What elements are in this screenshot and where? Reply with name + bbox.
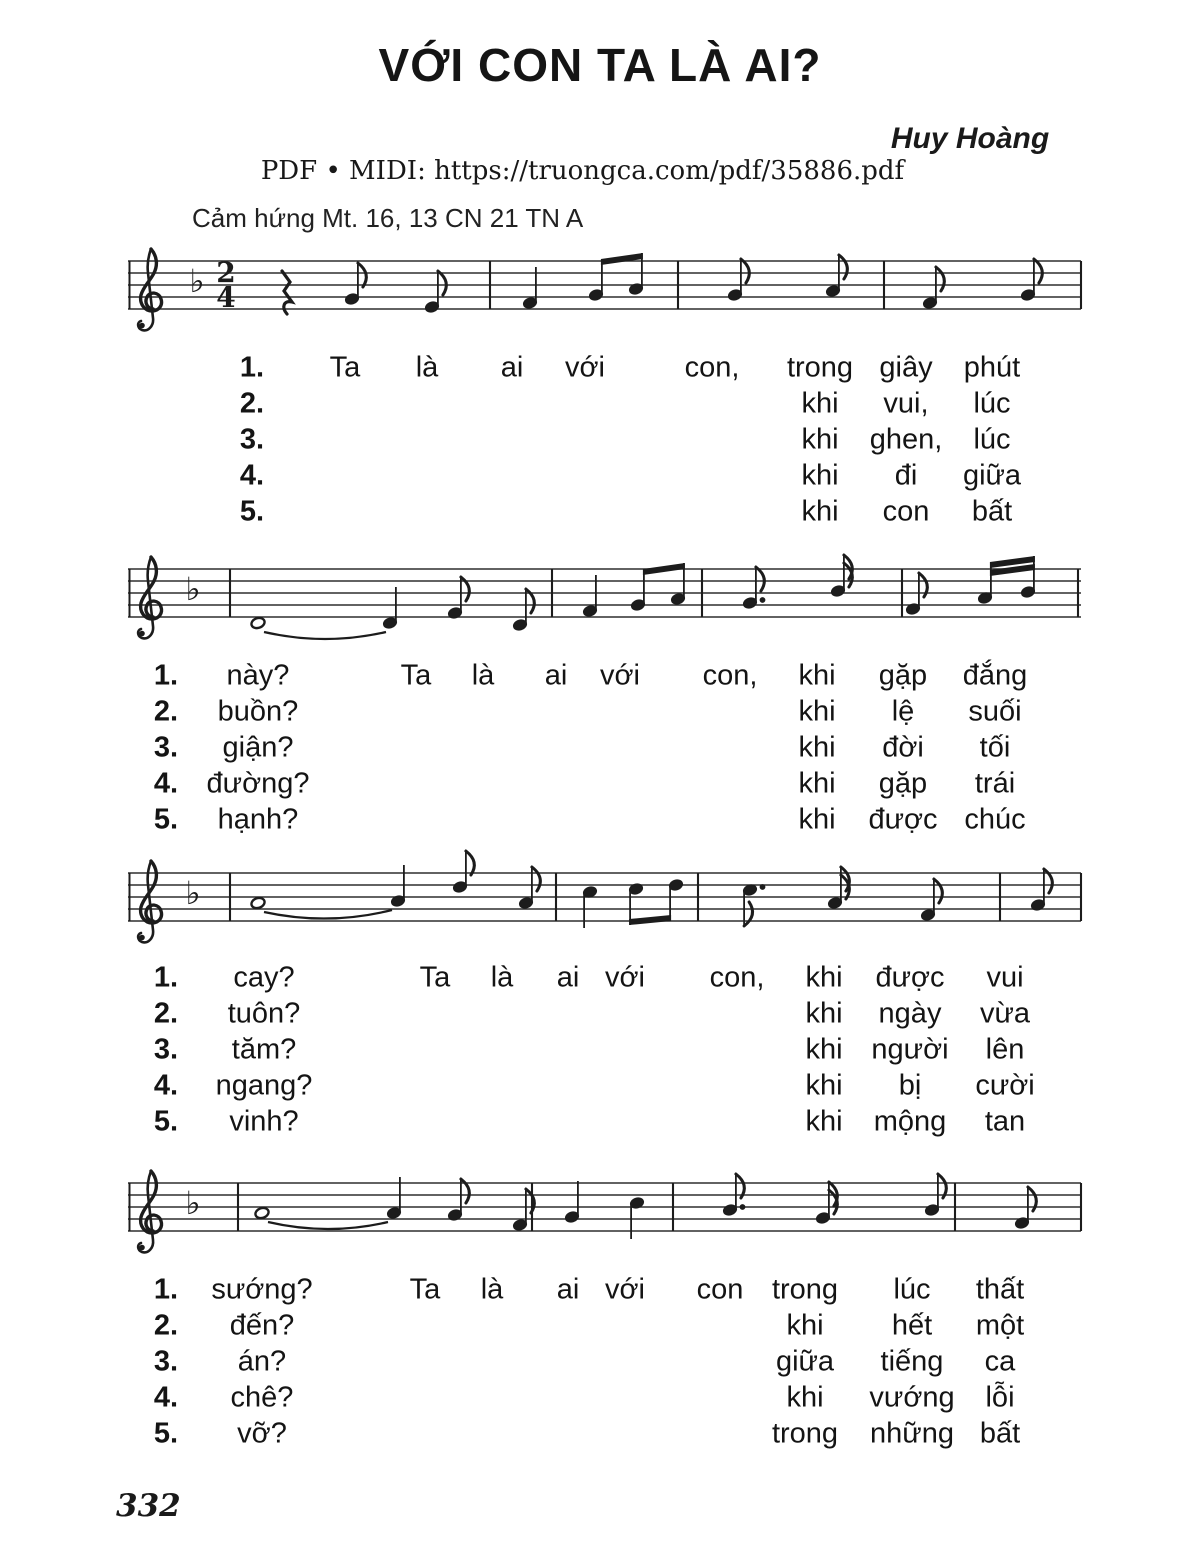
lyric-word: lúc [893, 1273, 931, 1306]
lyric-word: cay? [233, 961, 295, 994]
quarter-rest-icon [282, 271, 292, 314]
lyric-word: người [871, 1033, 949, 1066]
lyric-word: là [471, 659, 495, 692]
page-number: 332 [116, 1488, 181, 1524]
lyric-word: khi [798, 659, 836, 692]
lyric-word: khi [786, 1381, 824, 1414]
lyric-word: khi [798, 695, 836, 728]
lyric-word: khi [798, 767, 836, 800]
lyric-word: đến? [229, 1309, 295, 1342]
lyric-word: khi [801, 459, 839, 492]
lyric-word: suối [968, 695, 1022, 728]
lyric-word: khi [798, 803, 836, 836]
lyric-word: Ta [419, 961, 451, 994]
time-signature: 2 [216, 256, 236, 289]
inspiration-note: Cảm hứng Mt. 16, 13 CN 21 TN A [192, 203, 584, 233]
author-name: Huy Hoàng [890, 122, 1050, 155]
lyric-word: trong [786, 351, 854, 384]
lyric-word: khi [801, 423, 839, 456]
verse-number: 5. [153, 803, 179, 836]
lyric-word: một [975, 1309, 1025, 1342]
lyric-word: Ta [400, 659, 432, 692]
page-title: VỚI CON TA LÀ AI? [378, 39, 822, 91]
lyric-word: vinh? [229, 1105, 299, 1138]
lyric-word: là [490, 961, 514, 994]
verse-number: 3. [153, 1345, 179, 1378]
lyric-word: này? [226, 659, 290, 692]
lyric-word: trong [771, 1273, 839, 1306]
verse-number: 1. [153, 1273, 179, 1306]
staff-system-1 [115, 219, 1085, 361]
lyric-word: vui [986, 961, 1024, 994]
lyric-word: ai [544, 659, 568, 692]
lyric-word: ngang? [215, 1069, 313, 1102]
lyric-word: lên [985, 1033, 1025, 1066]
lyric-word: hạnh? [217, 803, 299, 836]
svg-text:4: 4 [216, 281, 236, 314]
verse-number: 5. [153, 1105, 179, 1138]
lyric-word: với [600, 659, 640, 692]
verse-number: 4. [153, 767, 179, 800]
lyric-word: đi [894, 459, 918, 492]
lyric-word: khi [786, 1309, 824, 1342]
verse-number: 3. [153, 1033, 179, 1066]
lyric-word: chê? [230, 1381, 294, 1414]
lyric-word: buồn? [217, 695, 299, 728]
lyric-word: khi [805, 1069, 843, 1102]
verse-number: 5. [153, 1417, 179, 1450]
lyric-word: với [605, 1273, 645, 1306]
lyric-word: khi [805, 1033, 843, 1066]
lyric-word: ai [500, 351, 524, 384]
verse-number: 5. [239, 495, 265, 528]
lyric-word: phút [963, 351, 1021, 384]
lyric-word: con, [684, 351, 740, 384]
lyric-word: khi [805, 1105, 843, 1138]
lyric-word: ai [556, 961, 580, 994]
lyric-word: giận? [222, 731, 294, 764]
lyric-word: đắng [962, 659, 1028, 692]
lyric-word: hết [891, 1309, 933, 1342]
lyric-word: tuôn? [227, 997, 301, 1030]
lyric-word: khi [805, 961, 843, 994]
pdf-midi-link[interactable]: PDF • MIDI: https://truongca.com/pdf/35886.pdf [260, 156, 905, 186]
lyric-word: chúc [964, 803, 1026, 836]
lyric-word: vừa [979, 997, 1031, 1030]
verse-number: 4. [239, 459, 265, 492]
lyric-word: được [875, 961, 945, 994]
flat-sign-icon: ♭ [185, 571, 201, 607]
verse-number: 4. [153, 1381, 179, 1414]
verse-number: 4. [153, 1069, 179, 1102]
lyric-word: vui, [883, 387, 929, 420]
lyric-word: đời [882, 731, 924, 764]
verse-number: 1. [239, 351, 265, 384]
lyric-word: tan [984, 1105, 1026, 1138]
lyric-word: những [870, 1417, 954, 1450]
lyric-word: ai [556, 1273, 580, 1306]
lyric-word: ca [984, 1345, 1016, 1378]
verse-number: 3. [153, 731, 179, 764]
lyric-word: sướng? [211, 1273, 313, 1306]
lyric-word: giây [879, 351, 933, 384]
lyric-word: trái [974, 767, 1016, 800]
lyric-word: án? [237, 1345, 287, 1378]
lyric-word: mộng [873, 1105, 947, 1138]
lyric-word: khi [798, 731, 836, 764]
lyric-word: giữa [775, 1345, 835, 1378]
verse-number: 2. [239, 387, 265, 420]
flat-sign-icon: ♭ [185, 875, 201, 911]
lyric-word: vỡ? [237, 1417, 287, 1450]
lyric-word: Ta [329, 351, 361, 384]
lyric-word: bất [971, 495, 1013, 528]
lyric-word: con, [709, 961, 765, 994]
lyric-word: khi [801, 495, 839, 528]
staff-system-2 [115, 527, 1085, 669]
lyric-word: gặp [878, 659, 928, 692]
lyric-word: ghen, [869, 423, 943, 456]
lyric-word: ngày [878, 997, 942, 1030]
lyric-word: bất [979, 1417, 1021, 1450]
lyric-word: giữa [962, 459, 1022, 492]
flat-sign-icon: ♭ [185, 1185, 201, 1221]
lyric-word: đường? [206, 767, 310, 800]
lyric-word: tiếng [880, 1345, 944, 1378]
verse-number: 2. [153, 997, 179, 1030]
lyric-word: là [415, 351, 439, 384]
lyric-word: lệ [891, 695, 915, 728]
lyric-word: thất [975, 1273, 1025, 1306]
verse-number: 2. [153, 1309, 179, 1342]
lyric-word: Ta [409, 1273, 441, 1306]
lyric-word: cười [975, 1069, 1035, 1102]
lyric-word: con, [702, 659, 758, 692]
lyric-word: lỗi [985, 1381, 1015, 1414]
lyric-word: con [882, 495, 930, 528]
lyric-word: tăm? [231, 1033, 297, 1066]
staff-system-4 [115, 1141, 1085, 1283]
lyric-word: tối [979, 731, 1011, 764]
lyric-word: khi [805, 997, 843, 1030]
lyric-word: lúc [973, 387, 1011, 420]
lyric-word: khi [801, 387, 839, 420]
lyric-word: gặp [878, 767, 928, 800]
staff-system-3 [115, 831, 1085, 973]
lyric-word: được [868, 803, 938, 836]
lyric-word: trong [771, 1417, 839, 1450]
flat-sign-icon: ♭ [189, 263, 205, 299]
lyric-word: bị [898, 1069, 922, 1102]
verse-number: 1. [153, 961, 179, 994]
lyric-word: con [696, 1273, 744, 1306]
lyric-word: với [605, 961, 645, 994]
lyric-word: là [480, 1273, 504, 1306]
lyric-word: với [565, 351, 605, 384]
lyric-word: lúc [973, 423, 1011, 456]
verse-number: 2. [153, 695, 179, 728]
lyric-word: vướng [869, 1381, 955, 1414]
verse-number: 3. [239, 423, 265, 456]
verse-number: 1. [153, 659, 179, 692]
